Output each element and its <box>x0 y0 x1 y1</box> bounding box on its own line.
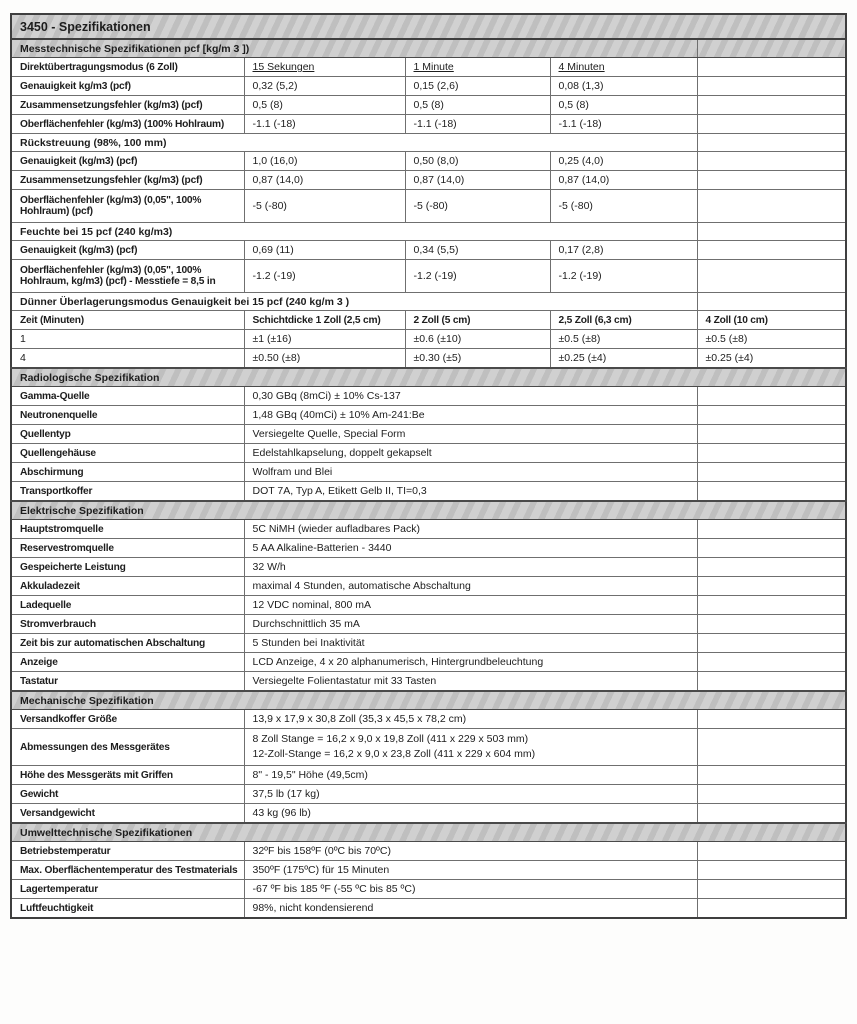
value-cell: -1.1 (-18) <box>550 115 697 134</box>
value-cell: 1,0 (16,0) <box>244 152 405 171</box>
subsection-header-row <box>11 39 846 58</box>
table-row <box>11 444 846 463</box>
value-cell: ±0.5 (±8) <box>550 330 697 349</box>
row-label: Betriebstemperatur <box>11 842 244 861</box>
empty-cell <box>697 152 846 171</box>
table-row <box>11 861 846 880</box>
empty-cell <box>697 190 846 223</box>
empty-cell <box>697 293 846 311</box>
value-cell: 350ºF (175ºC) für 15 Minuten <box>244 861 697 880</box>
value-cell: 0,5 (8) <box>550 96 697 115</box>
row-label: Max. Oberflächentemperatur des Testmaterials <box>11 861 244 880</box>
table-row <box>11 596 846 615</box>
row-label: 1 <box>11 330 244 349</box>
value-cell: ±0.25 (±4) <box>550 349 697 369</box>
section-header-row <box>11 691 846 710</box>
value-cell: -1.2 (-19) <box>244 260 405 293</box>
empty-cell <box>697 615 846 634</box>
table-row <box>11 387 846 406</box>
table-row <box>11 311 846 330</box>
subsection-title: Rückstreuung (98%, 100 mm) <box>11 134 697 152</box>
subsection-title: Messtechnische Spezifikationen pcf [kg/m 3 ]) <box>11 39 697 58</box>
row-label: Versandkoffer Größe <box>11 710 244 729</box>
table-row <box>11 152 846 171</box>
row-label: Anzeige <box>11 653 244 672</box>
value-cell: ±0.25 (±4) <box>697 349 846 369</box>
subsection-title: Feuchte bei 15 pcf (240 kg/m3) <box>11 223 697 241</box>
value-cell: -1.1 (-18) <box>244 115 405 134</box>
value-cell: 0,87 (14,0) <box>244 171 405 190</box>
value-cell: -1.2 (-19) <box>550 260 697 293</box>
value-cell: Edelstahlkapselung, doppelt gekapselt <box>244 444 697 463</box>
empty-cell <box>697 804 846 824</box>
empty-cell <box>697 861 846 880</box>
empty-cell <box>697 596 846 615</box>
subsection-header-row <box>11 223 846 241</box>
row-label: Abschirmung <box>11 463 244 482</box>
table-row <box>11 558 846 577</box>
scanned-spec-document <box>10 13 846 919</box>
section-title: Radiologische Spezifikation <box>11 368 846 387</box>
row-label: Gespeicherte Leistung <box>11 558 244 577</box>
value-cell: Wolfram und Blei <box>244 463 697 482</box>
value-cell: 43 kg (96 lb) <box>244 804 697 824</box>
value-cell: 98%, nicht kondensierend <box>244 899 697 919</box>
table-row <box>11 241 846 260</box>
row-label: Ladequelle <box>11 596 244 615</box>
value-cell: 32ºF bis 158ºF (0ºC bis 70ºC) <box>244 842 697 861</box>
subsection-title: Dünner Überlagerungsmodus Genauigkeit bei 15 pcf (240 kg/m 3 ) <box>11 293 697 311</box>
empty-cell <box>697 482 846 502</box>
table-row <box>11 729 846 766</box>
value-cell: Versiegelte Quelle, Special Form <box>244 425 697 444</box>
value-cell: ±0.50 (±8) <box>244 349 405 369</box>
table-row <box>11 785 846 804</box>
empty-cell <box>697 223 846 241</box>
empty-cell <box>697 880 846 899</box>
row-label: Genauigkeit (kg/m3) (pcf) <box>11 152 244 171</box>
row-label: Luftfeuchtigkeit <box>11 899 244 919</box>
row-label: Versandgewicht <box>11 804 244 824</box>
column-header: Zeit (Minuten) <box>11 311 244 330</box>
table-row <box>11 330 846 349</box>
row-label: Hauptstromquelle <box>11 520 244 539</box>
empty-cell <box>697 77 846 96</box>
row-label: Neutronenquelle <box>11 406 244 425</box>
row-label: Stromverbrauch <box>11 615 244 634</box>
value-cell: 0,87 (14,0) <box>405 171 550 190</box>
value-cell: 0,25 (4,0) <box>550 152 697 171</box>
value-cell: 1 Minute <box>405 58 550 77</box>
table-row <box>11 115 846 134</box>
value-cell: 32 W/h <box>244 558 697 577</box>
value-cell: 37,5 lb (17 kg) <box>244 785 697 804</box>
table-row <box>11 171 846 190</box>
table-row <box>11 672 846 692</box>
empty-cell <box>697 785 846 804</box>
value-cell: -5 (-80) <box>244 190 405 223</box>
empty-cell <box>697 653 846 672</box>
table-row <box>11 710 846 729</box>
empty-cell <box>697 241 846 260</box>
table-row <box>11 349 846 369</box>
table-row <box>11 842 846 861</box>
empty-cell <box>697 539 846 558</box>
empty-cell <box>697 171 846 190</box>
value-cell: -1.2 (-19) <box>405 260 550 293</box>
value-line: 8 Zoll Stange = 16,2 x 9,0 x 19,8 Zoll (411 x 229 x 503 mm) <box>252 733 529 745</box>
empty-cell <box>697 842 846 861</box>
subsection-header-row <box>11 134 846 152</box>
value-cell: 0,30 GBq (8mCi) ± 10% Cs-137 <box>244 387 697 406</box>
value-cell: 0,17 (2,8) <box>550 241 697 260</box>
value-cell: ±0.30 (±5) <box>405 349 550 369</box>
table-row <box>11 482 846 502</box>
table-row <box>11 77 846 96</box>
value-cell: ±1 (±16) <box>244 330 405 349</box>
section-header-row <box>11 368 846 387</box>
row-label: Zeit bis zur automatischen Abschaltung <box>11 634 244 653</box>
row-label: Zusammensetzungsfehler (kg/m3) (pcf) <box>11 171 244 190</box>
value-cell: -5 (-80) <box>550 190 697 223</box>
table-row <box>11 539 846 558</box>
value-cell: LCD Anzeige, 4 x 20 alphanumerisch, Hintergrundbeleuchtung <box>244 653 697 672</box>
row-label: Oberflächenfehler (kg/m3) (0,05", 100% Hohlraum) (pcf) <box>11 190 244 223</box>
section-header-row <box>11 501 846 520</box>
value-cell: 0,5 (8) <box>405 96 550 115</box>
column-header: 2 Zoll (5 cm) <box>405 311 550 330</box>
empty-cell <box>697 39 846 58</box>
table-row <box>11 766 846 785</box>
empty-cell <box>697 672 846 692</box>
empty-cell <box>697 115 846 134</box>
table-row <box>11 406 846 425</box>
table-row <box>11 615 846 634</box>
value-cell: 5C NiMH (wieder aufladbares Pack) <box>244 520 697 539</box>
row-label: Genauigkeit kg/m3 (pcf) <box>11 77 244 96</box>
table-row <box>11 520 846 539</box>
value-cell: 13,9 x 17,9 x 30,8 Zoll (35,3 x 45,5 x 78,2 cm) <box>244 710 697 729</box>
table-row <box>11 96 846 115</box>
empty-cell <box>697 425 846 444</box>
row-label: Reservestromquelle <box>11 539 244 558</box>
row-label: Gamma-Quelle <box>11 387 244 406</box>
table-row <box>11 190 846 223</box>
table-row <box>11 653 846 672</box>
row-label: Abmessungen des Messgerätes <box>11 729 244 766</box>
row-label: Genauigkeit (kg/m3) (pcf) <box>11 241 244 260</box>
value-cell: 5 AA Alkaline-Batterien - 3440 <box>244 539 697 558</box>
value-cell: 0,34 (5,5) <box>405 241 550 260</box>
empty-cell <box>697 96 846 115</box>
empty-cell <box>697 387 846 406</box>
empty-cell <box>697 577 846 596</box>
value-cell: 5 Stunden bei Inaktivität <box>244 634 697 653</box>
table-row <box>11 804 846 824</box>
empty-cell <box>697 899 846 919</box>
empty-cell <box>697 260 846 293</box>
table-row <box>11 58 846 77</box>
value-cell: 0,5 (8) <box>244 96 405 115</box>
row-label: Transportkoffer <box>11 482 244 502</box>
table-row <box>11 899 846 919</box>
row-label: Direktübertragungsmodus (6 Zoll) <box>11 58 244 77</box>
empty-cell <box>697 634 846 653</box>
value-cell: 1,48 GBq (40mCi) ± 10% Am-241:Be <box>244 406 697 425</box>
table-row <box>11 425 846 444</box>
section-header-row <box>11 823 846 842</box>
column-header: 4 Zoll (10 cm) <box>697 311 846 330</box>
empty-cell <box>697 134 846 152</box>
value-cell: 15 Sekungen <box>244 58 405 77</box>
empty-cell <box>697 406 846 425</box>
row-label: Quellentyp <box>11 425 244 444</box>
row-label: Quellengehäuse <box>11 444 244 463</box>
column-header: Schichtdicke 1 Zoll (2,5 cm) <box>244 311 405 330</box>
spec-table <box>10 13 847 919</box>
value-cell: maximal 4 Stunden, automatische Abschaltung <box>244 577 697 596</box>
empty-cell <box>697 444 846 463</box>
value-cell: 0,87 (14,0) <box>550 171 697 190</box>
table-row <box>11 463 846 482</box>
value-cell: ±0.6 (±10) <box>405 330 550 349</box>
value-cell: 0,50 (8,0) <box>405 152 550 171</box>
row-label: Gewicht <box>11 785 244 804</box>
value-cell: 0,69 (11) <box>244 241 405 260</box>
value-cell: DOT 7A, Typ A, Etikett Gelb II, TI=0,3 <box>244 482 697 502</box>
value-cell: 0,32 (5,2) <box>244 77 405 96</box>
section-title: Umwelttechnische Spezifikationen <box>11 823 846 842</box>
value-cell: -5 (-80) <box>405 190 550 223</box>
row-label: Höhe des Messgeräts mit Griffen <box>11 766 244 785</box>
value-cell: 12 VDC nominal, 800 mA <box>244 596 697 615</box>
table-row <box>11 577 846 596</box>
table-row <box>11 880 846 899</box>
value-cell: Durchschnittlich 35 mA <box>244 615 697 634</box>
table-row <box>11 260 846 293</box>
row-label: Lagertemperatur <box>11 880 244 899</box>
row-label: Akkuladezeit <box>11 577 244 596</box>
row-label: Oberflächenfehler (kg/m3) (0,05", 100% Hohlraum, kg/m3) (pcf) - Messtiefe = 8,5 in <box>11 260 244 293</box>
empty-cell <box>697 463 846 482</box>
empty-cell <box>697 766 846 785</box>
value-cell: 4 Minuten <box>550 58 697 77</box>
page-title: 3450 - Spezifikationen <box>11 14 846 39</box>
value-cell: 0,15 (2,6) <box>405 77 550 96</box>
empty-cell <box>697 558 846 577</box>
column-header: 2,5 Zoll (6,3 cm) <box>550 311 697 330</box>
empty-cell <box>697 729 846 766</box>
empty-cell <box>697 710 846 729</box>
value-cell: Versiegelte Folientastatur mit 33 Tasten <box>244 672 697 692</box>
row-label: 4 <box>11 349 244 369</box>
row-label: Oberflächenfehler (kg/m3) (100% Hohlraum) <box>11 115 244 134</box>
row-label: Zusammensetzungsfehler (kg/m3) (pcf) <box>11 96 244 115</box>
value-line: 12-Zoll-Stange = 16,2 x 9,0 x 23,8 Zoll (411 x 229 x 604 mm) <box>252 748 536 760</box>
empty-cell <box>697 520 846 539</box>
empty-cell <box>697 58 846 77</box>
value-cell: -67 ºF bis 185 ºF (-55 ºC bis 85 ºC) <box>244 880 697 899</box>
section-title: Elektrische Spezifikation <box>11 501 846 520</box>
document-title-row <box>11 14 846 39</box>
value-cell: 0,08 (1,3) <box>550 77 697 96</box>
table-row <box>11 634 846 653</box>
section-title: Mechanische Spezifikation <box>11 691 846 710</box>
row-label: Tastatur <box>11 672 244 692</box>
value-cell: 8" - 19,5" Höhe (49,5cm) <box>244 766 697 785</box>
value-cell: ±0.5 (±8) <box>697 330 846 349</box>
value-cell: -1.1 (-18) <box>405 115 550 134</box>
subsection-header-row <box>11 293 846 311</box>
value-cell <box>244 729 697 766</box>
